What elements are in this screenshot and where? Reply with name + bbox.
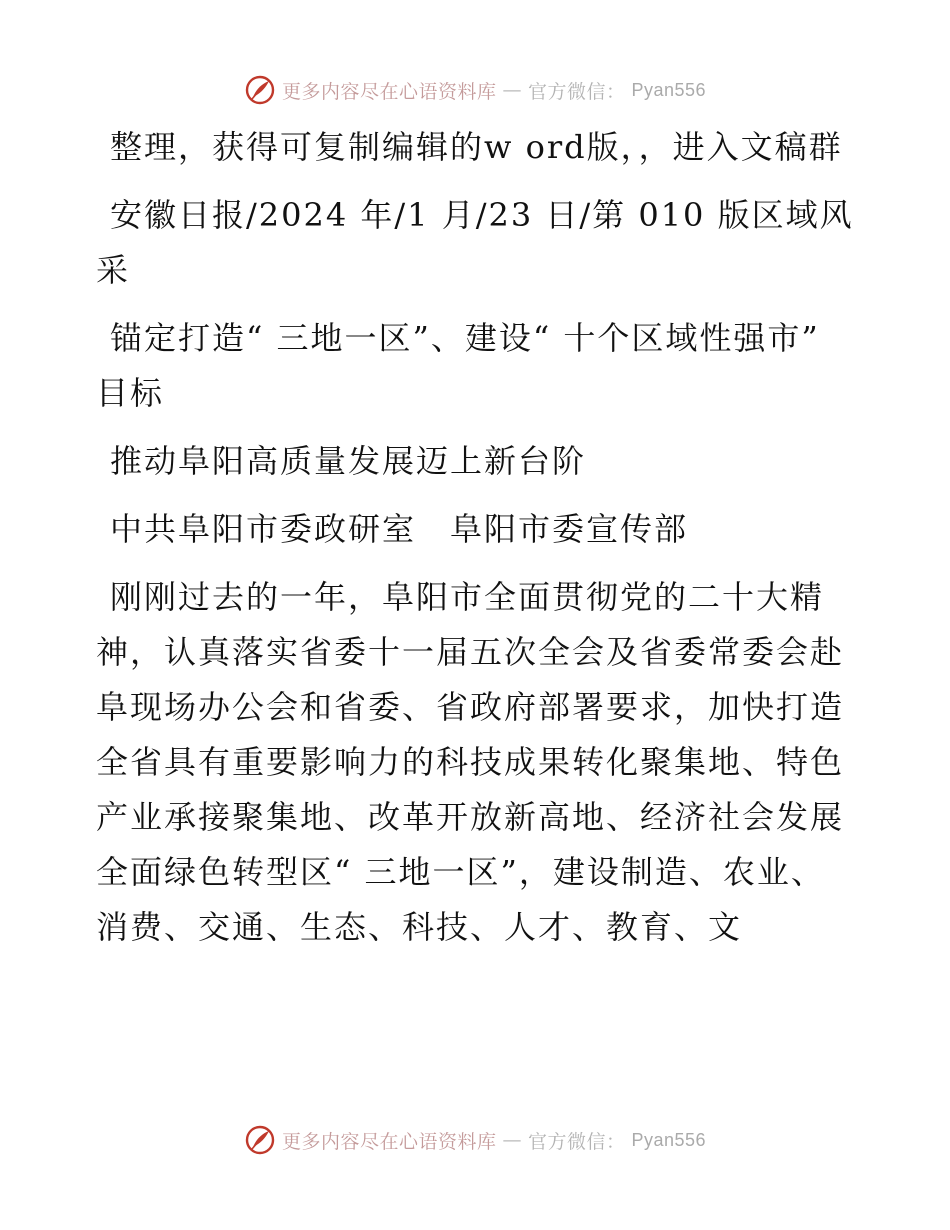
paragraph-source: 安徽日报/2024 年/1 月/23 日/第 010 版区域风采 bbox=[96, 196, 854, 289]
watermark-separator: — bbox=[502, 79, 522, 101]
paragraph-body: 刚刚过去的一年，阜阳市全面贯彻党的二十大精神，认真落实省委十一届五次全会及省委常委会赴阜现场办公会和省委、省政府部署要求，加快打造全省具有重要影响力的科技成果转化聚集地、特色产业承接聚集地、改革开放新高地、经济社会发展全面绿色转型区“ 三地一区”，建设制造、农业、消费、交通、生态、科技、人才、教育、文 bbox=[96, 578, 845, 946]
paragraph-headline-1: 锚定打造“ 三地一区”、建设“ 十个区域性强市” 目标 bbox=[96, 319, 820, 412]
paragraph-headline-2: 推动阜阳高质量发展迈上新台阶 bbox=[110, 442, 587, 480]
feather-pen-circle-icon bbox=[244, 74, 276, 106]
watermark-footer bbox=[0, 1120, 950, 1160]
watermark-header bbox=[0, 70, 950, 110]
paragraph-author: 中共阜阳市委政研室 阜阳市委宣传部 bbox=[110, 510, 689, 548]
watermark-separator: — bbox=[502, 1129, 522, 1151]
watermark-main-text: 更多内容尽在心语资料库 bbox=[281, 1130, 497, 1153]
document-body bbox=[96, 120, 856, 955]
watermark-wechat-id: Pyan556 bbox=[631, 1129, 707, 1150]
watermark-wechat-label: 官方微信： bbox=[527, 1130, 626, 1153]
watermark-main-text: 更多内容尽在心语资料库 bbox=[281, 80, 497, 103]
feather-pen-circle-icon bbox=[244, 1124, 276, 1156]
watermark-wechat-label: 官方微信： bbox=[527, 80, 626, 103]
paragraph-note: 整理，获得可复制编辑的w ord版，，进入文稿群 bbox=[110, 128, 843, 166]
watermark-wechat-id: Pyan556 bbox=[631, 79, 707, 100]
